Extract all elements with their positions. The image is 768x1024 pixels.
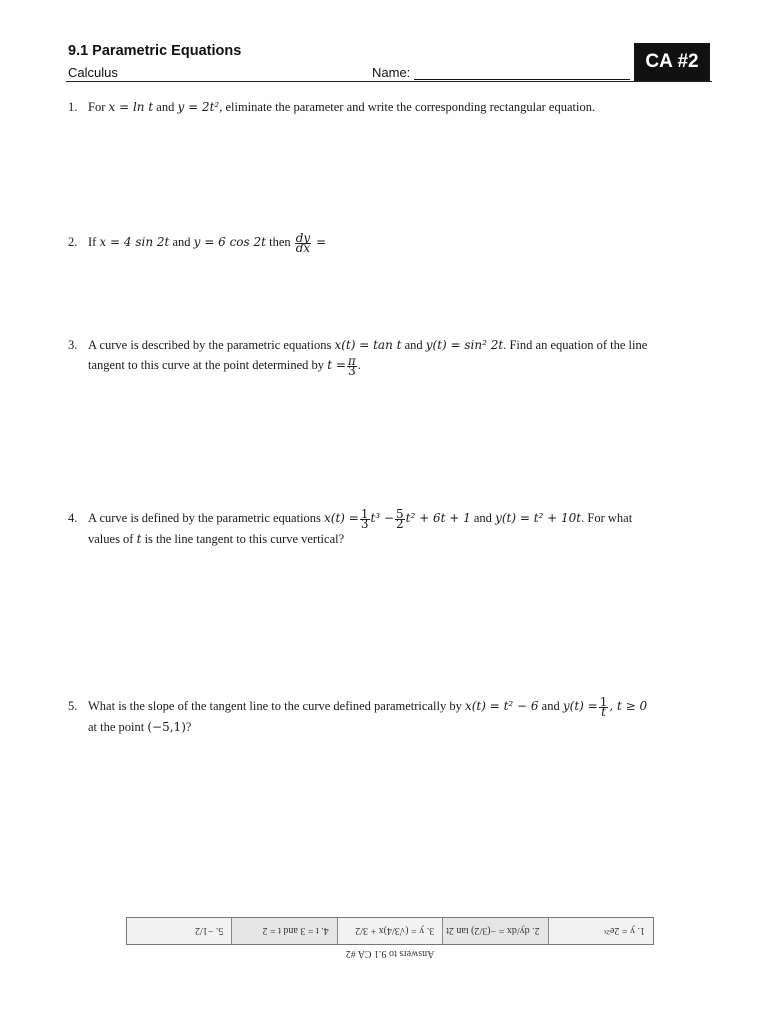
math-expression: x(t) = t² − 6: [464, 699, 539, 713]
question-text: then: [265, 235, 294, 249]
pi-over-three-fraction: $\frac{\pi}{3}$: [347, 353, 356, 378]
math-expression: x(t) =: [324, 511, 359, 525]
question-text: and: [153, 100, 178, 114]
question-number: 5.: [68, 699, 78, 713]
answer-key-table: [126, 917, 654, 945]
math-expression: =: [312, 235, 327, 249]
math-expression: , t ≥ 0: [609, 699, 648, 713]
math-expression: t: [136, 531, 142, 546]
question-text: For: [88, 100, 109, 114]
answer-key-caption: Answers to 9.1 CA #2: [345, 948, 435, 959]
math-expression: y(t) =: [562, 699, 598, 713]
question-3: [68, 335, 718, 376]
math-expression: y(t) = t² + 10t: [495, 511, 582, 525]
math-expression: x(t) = tan t: [334, 338, 402, 352]
derivative-fraction: $\frac{dy}{dx}$: [295, 230, 311, 255]
question-number: 4.: [68, 511, 78, 525]
question-2: [68, 232, 718, 253]
question-text: tangent to this curve at the point determined by: [88, 358, 328, 372]
question-number: 2.: [68, 235, 78, 249]
math-expression: x = 4 sin 2t: [99, 235, 170, 249]
math-expression: y(t) = sin² 2t: [425, 338, 504, 352]
math-expression: t =: [327, 358, 346, 372]
math-expression: t² + 6t + 1: [405, 511, 471, 525]
math-expression: t³ −: [370, 511, 395, 525]
header-rule: [66, 81, 712, 82]
subject-label: Calculus: [68, 65, 118, 80]
question-text: ?: [185, 719, 192, 734]
question-text: If: [88, 235, 100, 249]
question-text: is the line tangent to this curve vertical?: [141, 531, 345, 546]
question-text: , eliminate the parameter and write the corresponding rectangular equation.: [219, 100, 596, 114]
answer-5: 5. −1/2: [127, 918, 232, 944]
math-expression: x = ln t: [108, 100, 154, 114]
question-text: What is the slope of the tangent line to the curve defined parametrically by: [88, 699, 465, 713]
question-text: values of: [88, 531, 137, 546]
question-number: 1.: [68, 100, 78, 114]
one-over-t-fraction: $\frac{1}{t}$: [599, 694, 608, 719]
one-third-fraction: $\frac{1}{3}$: [360, 506, 369, 531]
question-text: and: [401, 338, 426, 352]
question-text: A curve is defined by the parametric equations: [88, 511, 325, 525]
question-1: [68, 97, 718, 117]
worksheet-title: 9.1 Parametric Equations: [68, 43, 242, 59]
question-text: and: [169, 235, 194, 249]
math-expression: y = 6 cos 2t: [193, 235, 266, 249]
question-number: 3.: [68, 338, 78, 352]
question-text: and: [538, 699, 563, 713]
question-text: at the point: [88, 719, 148, 734]
question-5: [68, 696, 718, 737]
answer-2: 2. dy/dx = −(3/2) tan 2t: [443, 918, 548, 944]
question-text: A curve is described by the parametric equations: [88, 338, 335, 352]
math-expression: (−5,1): [147, 719, 186, 734]
question-text: and: [470, 511, 496, 525]
name-blank-line: [414, 79, 630, 80]
answer-4: 4. t = 3 and t = 2: [232, 918, 337, 944]
name-label: Name:: [372, 65, 411, 80]
question-text: . For what: [581, 511, 633, 525]
question-text: . Find an equation of the line: [503, 338, 648, 352]
answer-key: [126, 916, 654, 960]
answer-3: 3. y = (√3/4)x + 3/2: [338, 918, 443, 944]
question-4: [68, 508, 718, 549]
answer-1: 1. y = 2e²ˣ: [549, 918, 653, 944]
five-halves-fraction: $\frac{5}{2}$: [396, 506, 404, 531]
math-expression: y = 2t²: [177, 100, 220, 114]
question-text: .: [357, 358, 361, 372]
assignment-badge: CA #2: [634, 43, 710, 81]
